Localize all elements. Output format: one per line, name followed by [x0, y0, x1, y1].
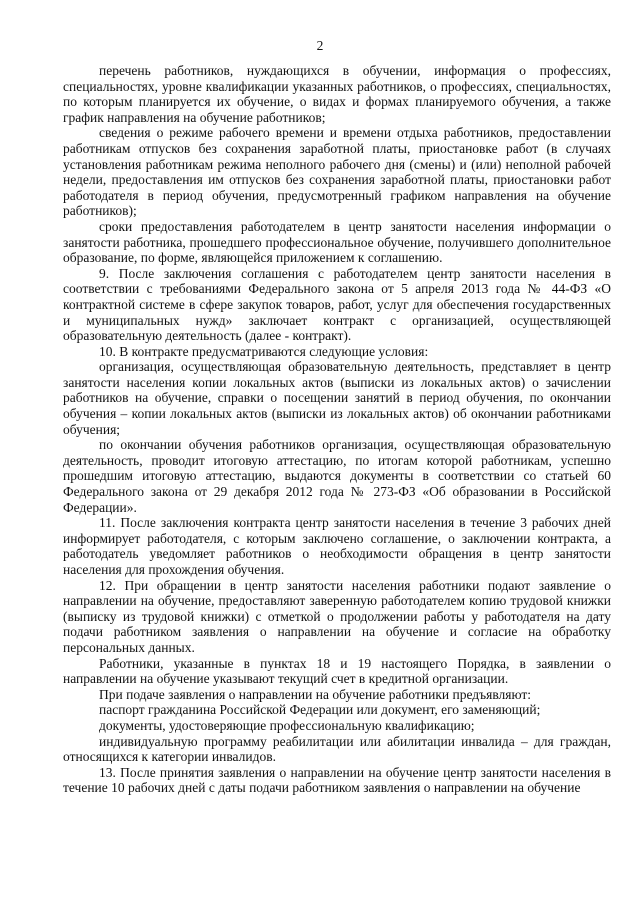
- paragraph: по окончании обучения работников организация, осуществляющая образовательную деятельность, проводит итоговую аттестацию, по итогам которой работникам, успешно прошедшим итоговую аттестацию, выдаются документы в соответствии со статьей 60 Федерального закона от 29 декабря 2012 года № 273-ФЗ «Об образовании в Российской Федерации».: [63, 437, 611, 515]
- paragraph: 13. После принятия заявления о направлении на обучение центр занятости населения в течение 10 рабочих дней с даты подачи работником заявления о направлении на обучение: [63, 764, 611, 796]
- paragraph: сроки предоставления работодателем в центр занятости населения информации о занятости работника, прошедшего профессиональное обучение, получившего дополнительное образование, по форме, являющейся приложением к соглашению.: [63, 218, 611, 266]
- paragraph: 10. В контракте предусматриваются следующие условия:: [99, 343, 429, 359]
- paragraph: 12. При обращении в центр занятости населения работники подают заявление о направлении на обучение, предоставляют заверенную работодателем копию трудовой книжки (выписку из трудовой книжки) с отметкой о продолжении работы у работодателя на дату подачи работником заявления о направлении на обучение и согласие на обработку персональных данных.: [63, 577, 611, 655]
- paragraph: Работники, указанные в пунктах 18 и 19 настоящего Порядка, в заявлении о направлении на обучение указывают текущий счет в кредитной организации.: [63, 655, 611, 687]
- paragraph: сведения о режиме рабочего времени и времени отдыха работников, предоставлении работникам отпусков без сохранения заработной платы, приостановке работ (в случаях установления работникам режима неполного рабочего дня (смены) и (или) неполной рабочей недели, предоставления им отпусков без сохранения заработной платы, приостановки работ работодателя в период обучения, предусмотренный графиком направления на обучение работников);: [63, 125, 611, 219]
- paragraph: 9. После заключения соглашения с работодателем центр занятости населения в соответствии с требованиями Федерального закона от 5 апреля 2013 года № 44-ФЗ «О контрактной системе в сфере закупок товаров, работ, услуг для обеспечения государственных и муниципальных нужд» заключает контракт с организацией, осуществляющей образовательную деятельность (далее - контракт).: [63, 265, 611, 344]
- paragraph: организация, осуществляющая образовательную деятельность, представляет в центр занятости населения копии локальных актов (выписки из локальных актов) о зачислении работников на обучение, справки о посещении занятий в период обучения, по окончании обучения – копии локальных актов (выписки из локальных актов) об окончании работниками обучения;: [63, 359, 611, 437]
- page-number: 2: [316, 38, 324, 53]
- paragraph: При подаче заявления о направлении на обучение работники предъявляют:: [99, 686, 532, 702]
- paragraph: 11. После заключения контракта центр занятости населения в течение 3 рабочих дней информирует работодателя, с которым заключено соглашение, о заключении контракта, а работодатель уведомляет работников о необходимости обращения в центр занятости населения для прохождения обучения.: [63, 515, 611, 577]
- paragraph: документы, удостоверяющие профессиональную квалификацию;: [99, 717, 475, 733]
- paragraph: паспорт гражданина Российской Федерации или документ, его заменяющий;: [99, 702, 541, 718]
- document-body: [63, 63, 611, 796]
- paragraph: индивидуальную программу реабилитации или абилитации инвалида – для граждан, относящихся к категории инвалидов.: [63, 733, 611, 765]
- paragraph: перечень работников, нуждающихся в обучении, информация о профессиях, специальностях, уровне квалификации указанных работников, о профессиях, специальностях, по которым планируется их обучение, о видах и формах планируемого обучения, а также график направления на обучение работников;: [63, 63, 611, 125]
